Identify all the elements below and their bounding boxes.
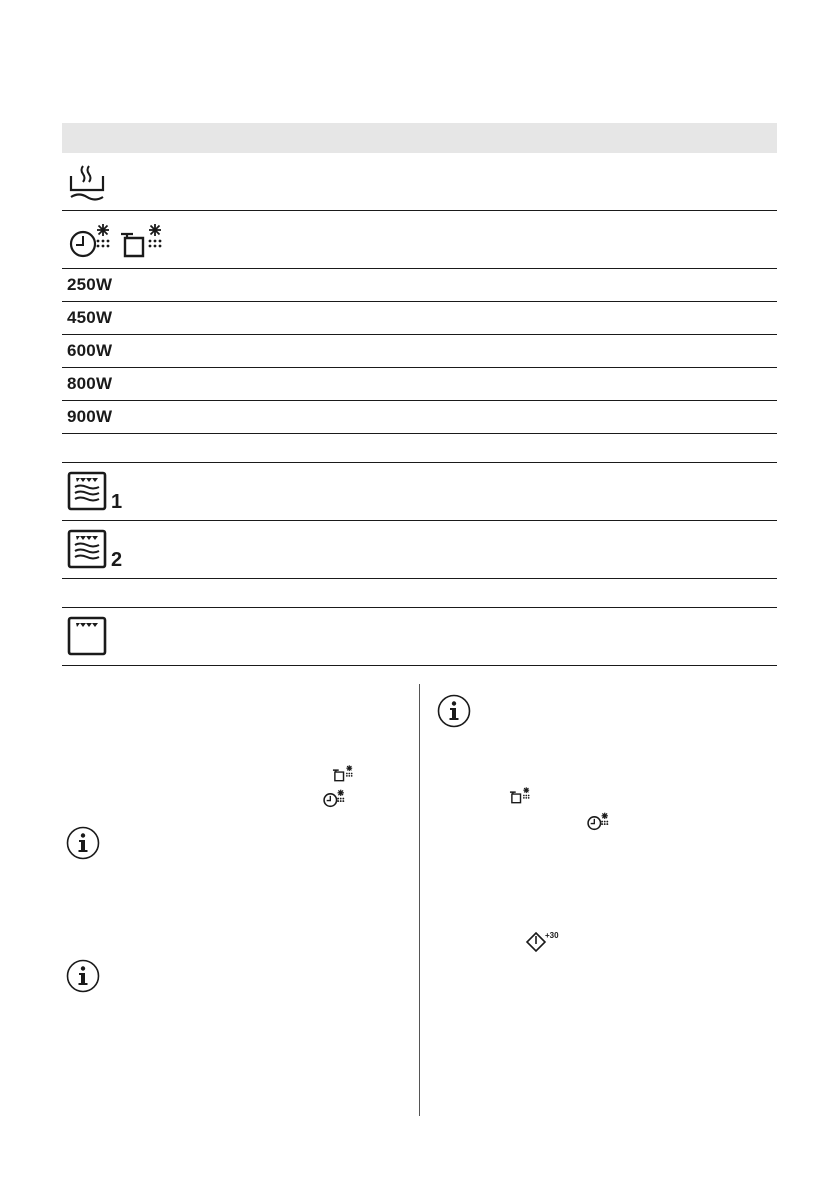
defrost-weight-icon (119, 220, 169, 260)
column-divider (419, 684, 420, 1116)
defrost-time-icon (67, 220, 117, 260)
table-row (62, 463, 777, 521)
table-row (62, 434, 777, 463)
quick-start-icon (525, 931, 559, 953)
table-row (62, 211, 777, 269)
quick-start-label: +30 (545, 931, 559, 940)
info-icon (66, 959, 100, 993)
grill-level-2: 2 (111, 549, 123, 571)
table-header (62, 123, 777, 153)
defrost-time-icon (586, 810, 612, 832)
table-row (62, 302, 777, 335)
defrost-time-icon (322, 787, 348, 809)
microwave-grill-icon (67, 528, 109, 572)
table-row (62, 579, 777, 608)
table-row (62, 608, 777, 666)
start-diamond-icon (525, 931, 547, 953)
table-row (62, 401, 777, 434)
info-icon (66, 826, 100, 860)
table-row (62, 368, 777, 401)
defrost-weight-icon (332, 762, 356, 784)
table-row (62, 335, 777, 368)
grill-icon (67, 615, 109, 659)
table-row (62, 521, 777, 579)
defrost-weight-icon (509, 784, 533, 806)
info-icon (437, 694, 471, 728)
microwave-grill-icon (67, 470, 109, 514)
function-table (62, 123, 777, 666)
power-level-label: 450W (67, 308, 113, 327)
power-level-label: 600W (67, 341, 113, 360)
power-level-label: 250W (67, 275, 113, 294)
grill-level-1: 1 (111, 491, 123, 513)
steam-pot-icon (67, 162, 107, 202)
power-level-label: 900W (67, 407, 113, 426)
power-level-label: 800W (67, 374, 113, 393)
table-row (62, 269, 777, 302)
table-row (62, 153, 777, 211)
